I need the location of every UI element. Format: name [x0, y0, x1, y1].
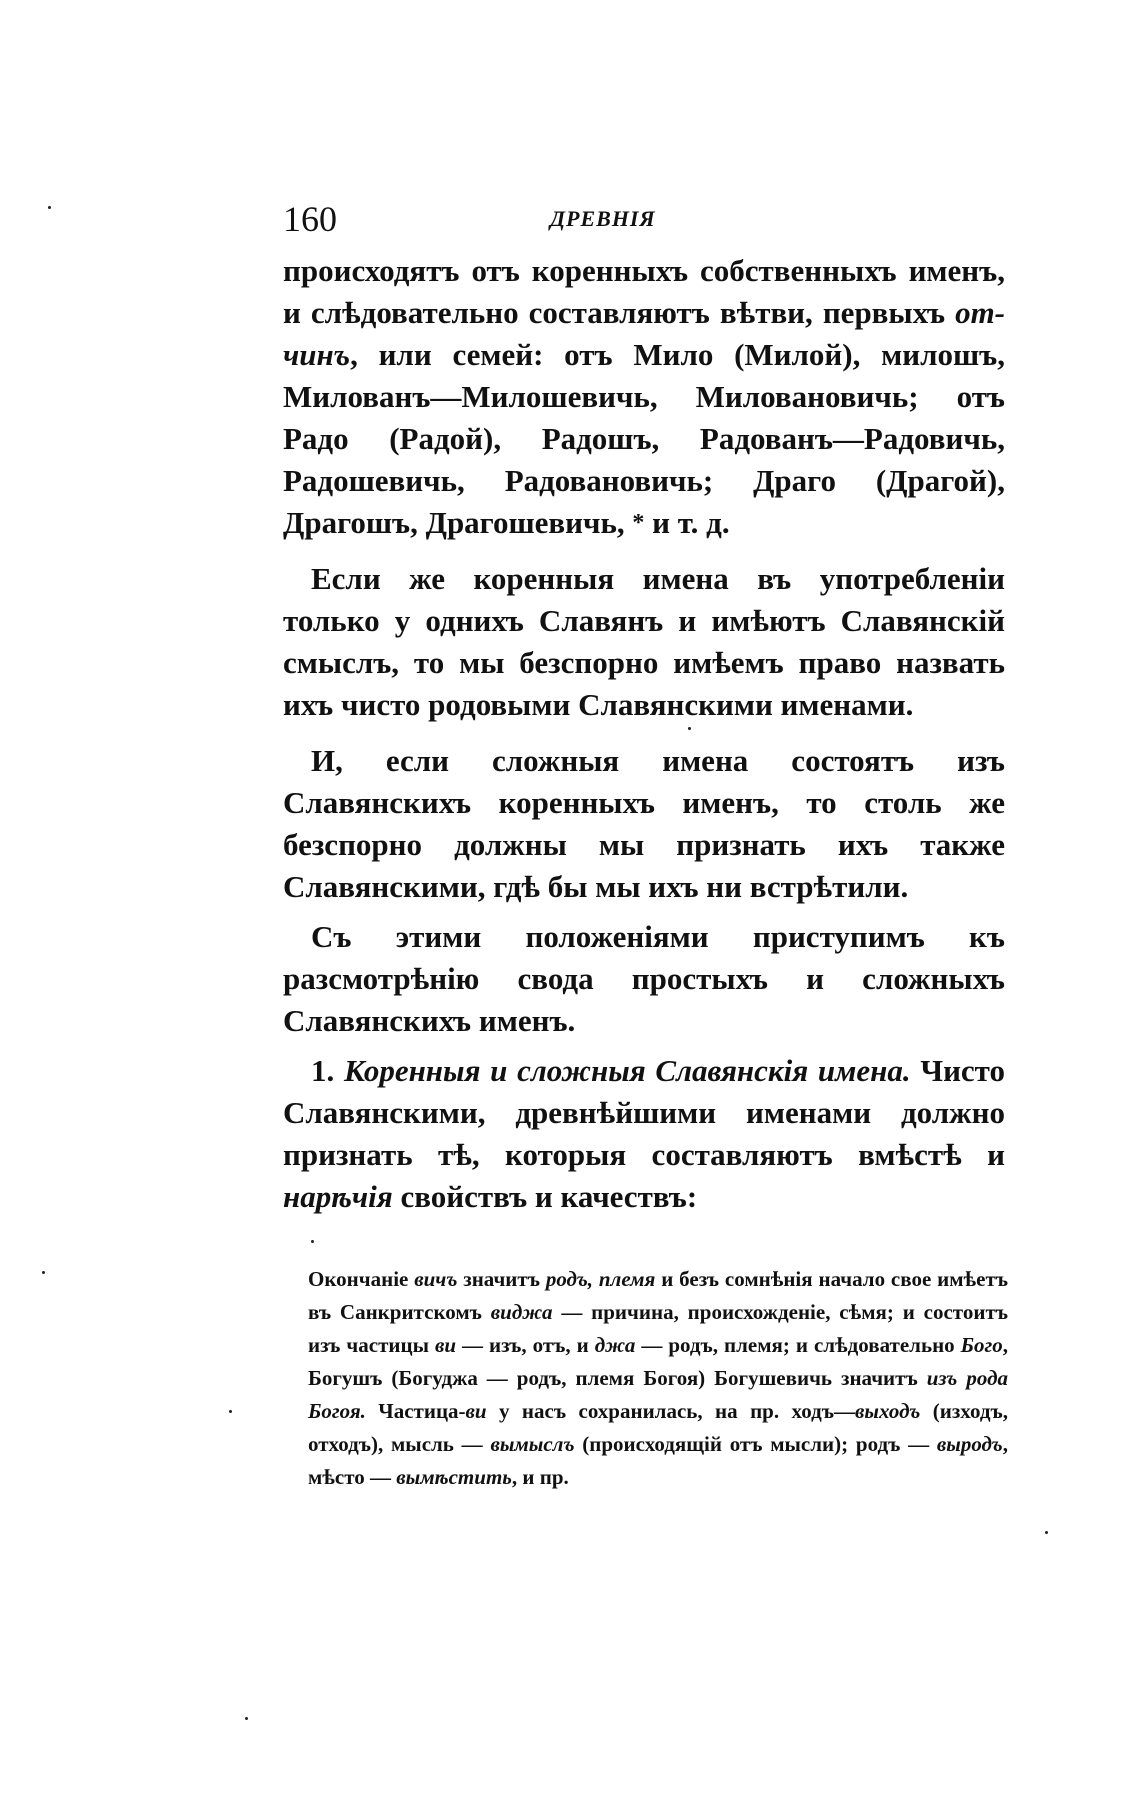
section-heading: Коренныя и сложныя Славянскія имена.	[343, 1053, 911, 1088]
fn-i: у насъ сохранилась, на пр. ходъ—	[486, 1399, 855, 1423]
paragraph-gap	[283, 1042, 1005, 1050]
fn-g: , Богушъ (Богуджа — родъ, племя Богоя) Богушевичь значитъ	[308, 1333, 1008, 1390]
fn-it6: Бого	[960, 1333, 1003, 1357]
paragraph-5-text-a: Чисто Славянскими, древнѣйшими именами должно признать тѣ, которыя составляютъ вмѣстѣ и	[283, 1053, 1006, 1172]
fn-it11: выродъ	[936, 1432, 1003, 1456]
scan-speck	[229, 1410, 232, 1413]
fn-b: значитъ	[457, 1267, 546, 1291]
section-number: 1.	[311, 1053, 335, 1088]
fn-c: и безъ сомнѣнія начало свое имѣетъ въ Санкритскомъ	[308, 1267, 1009, 1324]
fn-it1: вичъ	[414, 1267, 458, 1291]
paragraph-1-text-b: , или семей: отъ Мило (Милой), милошъ, Милованъ—Милошевичь, Миловановичь; отъ Радо (Радой), Радошъ, Радованъ—Радовичь, Радошевичь, Радовановичь; Драго (Драгой), Драгошъ, Драгошевичь,	[283, 337, 1005, 540]
paragraph-4: Съ этими положеніями приступимъ къ разсмотрѣнію свода простыхъ и сложныхъ Славянскихъ именъ.	[283, 919, 1005, 1038]
fn-it12: вымѣстить	[396, 1465, 512, 1489]
running-head	[283, 198, 1005, 238]
fn-f: — родъ, племя; и слѣдовательно	[635, 1333, 961, 1357]
fn-l: , мѣсто —	[308, 1432, 1008, 1489]
fn-it10: вымыслъ	[490, 1432, 575, 1456]
fn-it5: джа	[594, 1333, 636, 1357]
paragraph-5-italic: нарѣчія	[283, 1179, 393, 1214]
scan-speck	[245, 1717, 248, 1720]
fn-it9: выходъ	[854, 1399, 921, 1423]
paragraph-gap	[283, 908, 1005, 916]
scan-speck	[688, 727, 691, 730]
fn-it4: ви	[434, 1333, 457, 1357]
paragraph-1	[283, 250, 1005, 544]
fn-it3: виджа	[490, 1300, 553, 1324]
fn-h: Частица-	[365, 1399, 466, 1423]
paragraph-gap	[283, 544, 1005, 558]
paragraph-gap	[283, 726, 1005, 740]
paragraph-2: Если же коренныя имена въ употребленіи только у однихъ Славянъ и имѣютъ Славянскій смыслъ, то мы безспорно имѣемъ право назвать ихъ чисто родовыми Славянскими именами.	[283, 561, 1005, 722]
scan-speck	[1045, 1531, 1048, 1534]
fn-a: Окончаніе	[308, 1267, 415, 1291]
scan-speck	[42, 1271, 45, 1274]
footnote-marker: *	[632, 510, 645, 536]
footnote	[308, 1263, 1008, 1494]
body-text	[283, 250, 1005, 1218]
paragraph-3: И, если сложныя имена состоятъ изъ Славянскихъ коренныхъ именъ, то столь же безспорно должны мы признать ихъ также Славянскими, гдѣ бы мы ихъ ни встрѣтили.	[283, 743, 1005, 904]
fn-m: , и пр.	[511, 1465, 569, 1489]
paragraph-1-text-a: происходятъ отъ коренныхъ собственныхъ именъ, и слѣдовательно составляютъ вѣтви, первыхъ	[283, 253, 1005, 330]
fn-d: — причина, происхожденіе, сѣмя; и состоитъ изъ частицы	[308, 1300, 1008, 1357]
running-title: ДРЕВНІЯ	[550, 206, 656, 231]
paragraph-1-italic: от-чинъ	[283, 295, 1005, 372]
paragraph-1-text-c: и т. д.	[644, 505, 730, 540]
fn-it8: ви	[465, 1399, 487, 1423]
paragraph-5-text-b: свойствъ и качествъ:	[392, 1179, 698, 1214]
scan-speck	[48, 206, 51, 209]
fn-k: (происходящій отъ мысли); родъ —	[574, 1432, 937, 1456]
scan-speck	[311, 1240, 314, 1243]
fn-it7: изъ рода Богоя.	[308, 1366, 1008, 1423]
paragraph-5	[283, 1050, 1005, 1218]
fn-j: (изходъ, отходъ), мысль —	[308, 1399, 1008, 1456]
fn-it2: родъ, племя	[545, 1267, 656, 1291]
fn-e: — изъ, отъ, и	[456, 1333, 595, 1357]
footnote-text	[308, 1263, 1008, 1494]
page-number: 160	[283, 199, 337, 239]
